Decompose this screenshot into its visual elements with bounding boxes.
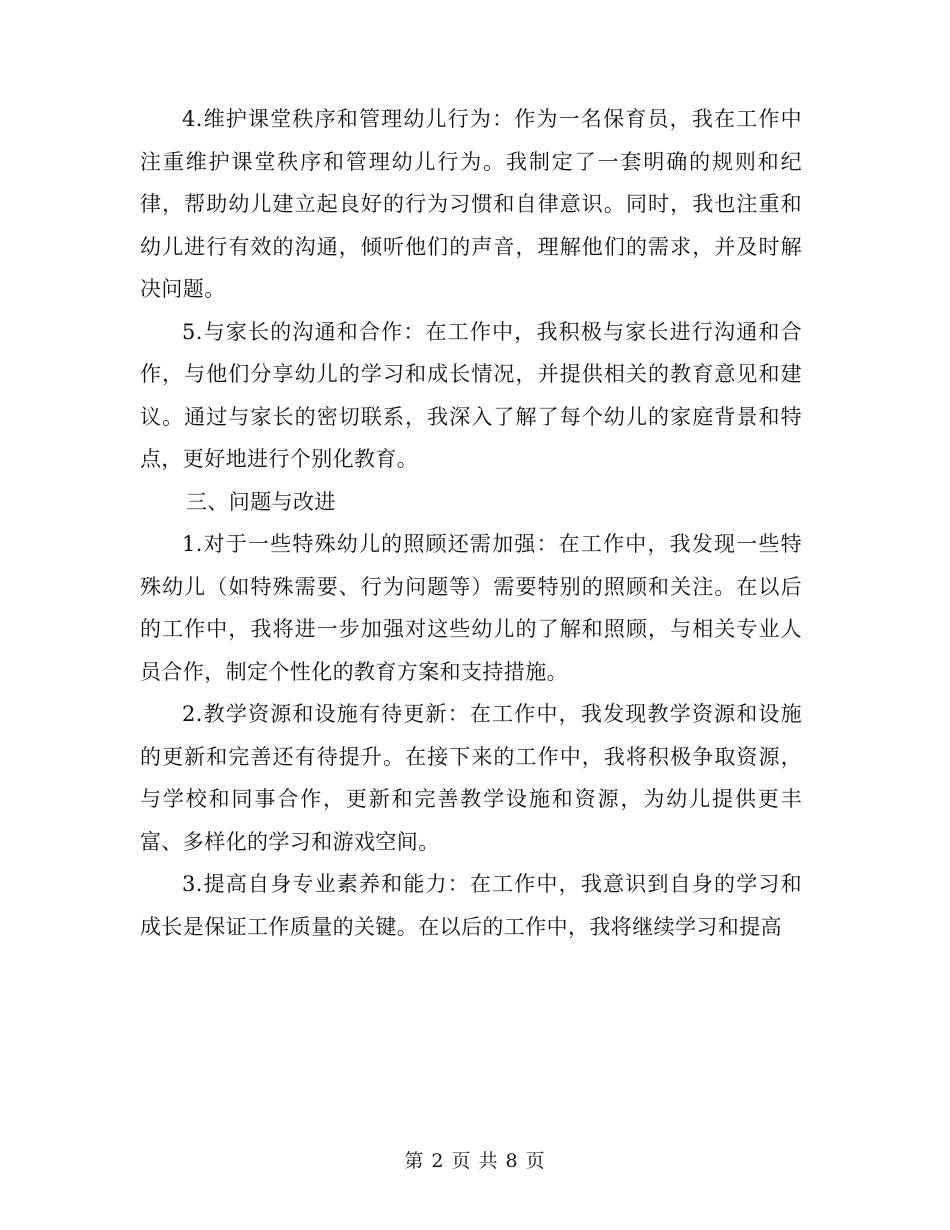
paragraph-5-parent-communication: 5.与家长的沟通和合作：在工作中，我积极与家长进行沟通和合作，与他们分享幼儿的学习和成长情况，并提供相关的教育意见和建议。通过与家长的密切联系，我深入了解了每个幼儿的家庭背景和特点，更好地进行个别化教育。 [140,319,802,471]
paragraph-4-classroom-order: 4.维护课堂秩序和管理幼儿行为：作为一名保育员，我在工作中注重维护课堂秩序和管理幼儿行为。我制定了一套明确的规则和纪律，帮助幼儿建立起良好的行为习惯和自律意识。同时，我也注重和幼儿进行有效的沟通，倾听他们的声音，理解他们的需求，并及时解决问题。 [140,107,802,301]
paragraph-1-special-children: 1.对于一些特殊幼儿的照顾还需加强：在工作中，我发现一些特殊幼儿（如特殊需要、行为问题等）需要特别的照顾和关注。在以后的工作中，我将进一步加强对这些幼儿的了解和照顾，与相关专业人员合作，制定个性化的教育方案和支持措施。 [140,532,802,684]
page-number-footer: 第 2 页 共 8 页 [404,1150,546,1172]
section-heading-problems-improvements: 三、问题与改进 [186,489,336,514]
paragraph-3-professional-quality: 3.提高自身专业素养和能力：在工作中，我意识到自身的学习和成长是保证工作质量的关键。在以后的工作中，我将继续学习和提高 [140,872,802,939]
document-body [140,98,802,948]
paragraph-2-teaching-resources: 2.教学资源和设施有待更新：在工作中，我发现教学资源和设施的更新和完善还有待提升。在接下来的工作中，我将积极争取资源，与学校和同事合作，更新和完善教学设施和资源，为幼儿提供更丰富、多样化的学习和游戏空间。 [140,702,802,854]
